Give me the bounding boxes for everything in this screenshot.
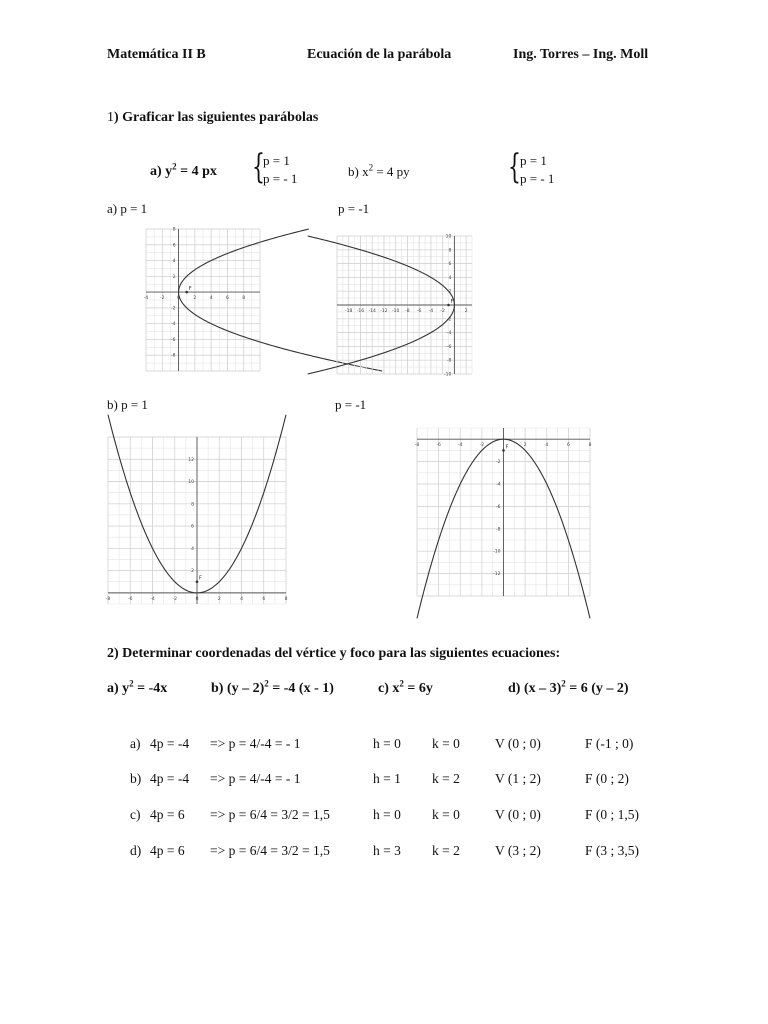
row-eq: 4p = -4 — [150, 736, 190, 751]
label-a-pm1: p = -1 — [338, 201, 370, 216]
x-tick-label: 6 — [566, 443, 570, 449]
eq-a-base: a) y — [150, 164, 173, 179]
x-tick-label: -4 — [143, 296, 149, 302]
focus-label: F — [188, 286, 192, 293]
row-v: V (1 ; 2) — [495, 771, 541, 786]
y-tick-label: 6 — [191, 524, 194, 530]
ex2-eq-b — [211, 678, 334, 697]
ex2-eq-d-exp: 2 — [561, 678, 566, 689]
header-topic: Ecuación de la parábola — [307, 47, 452, 62]
row-h: h = 0 — [373, 807, 401, 822]
row-k: k = 2 — [432, 843, 460, 858]
row-label: d) — [130, 843, 142, 858]
x-tick-label: 2 — [217, 596, 221, 602]
x-tick-label: -2 — [160, 296, 165, 302]
ex2-title: 2) Determinar coordenadas del vértice y foco para las siguientes ecuaciones: — [107, 646, 561, 661]
y-tick-label: -8 — [171, 353, 176, 359]
brace-b: { — [508, 147, 521, 187]
row-label: a) — [130, 736, 141, 751]
x-tick-label: -10 — [392, 309, 400, 314]
eq-a-exponent: 2 — [172, 161, 177, 172]
y-tick-label: 12 — [188, 457, 194, 463]
p-pos-b: p = 1 — [520, 153, 547, 168]
x-tick-label: 4 — [209, 296, 213, 302]
x-tick-label: -2 — [172, 596, 177, 602]
header-teachers: Ing. Torres – Ing. Moll — [513, 47, 649, 62]
focus-point — [502, 449, 505, 452]
y-tick-label: 10 — [188, 480, 194, 486]
row-p: => p = 6/4 = 3/2 = 1,5 — [210, 843, 330, 858]
ex2-eq-a-base: a) y — [107, 681, 130, 696]
y-tick-label: 10 — [445, 234, 452, 240]
y-tick-label: -6 — [446, 344, 452, 350]
y-tick-label: 4 — [191, 546, 194, 552]
ex2-eq-b-base: b) (y – 2) — [211, 681, 265, 696]
x-tick-label: -2 — [479, 443, 485, 449]
row-label: b) — [130, 771, 142, 786]
x-tick-label: 2 — [193, 296, 197, 302]
x-tick-label: 0 — [195, 596, 199, 602]
label-a-p1: a) p = 1 — [107, 201, 148, 216]
y-tick-label: 8 — [191, 502, 194, 508]
ex2-eq-c-rhs: = 6y — [403, 681, 433, 696]
x-tick-label: 6 — [262, 596, 266, 602]
x-tick-label: -14 — [368, 309, 376, 314]
ex1-number: 1 — [107, 110, 114, 125]
ex2-eq-a-rhs: = -4x — [133, 681, 168, 696]
x-tick-label: 2 — [523, 443, 527, 449]
focus-point — [196, 580, 199, 583]
row-eq: 4p = -4 — [150, 771, 190, 786]
x-tick-label: -6 — [436, 443, 441, 449]
ex2-eq-b-rhs: = -4 (x - 1) — [268, 681, 334, 696]
x-tick-label: 0 — [177, 296, 181, 302]
p-neg-b: p = - 1 — [520, 171, 555, 186]
label-b-pm1: p = -1 — [335, 397, 367, 412]
row-f: F (0 ; 1,5) — [585, 807, 639, 822]
y-tick-label: 2 — [448, 289, 452, 295]
x-tick-label: -4 — [428, 309, 434, 314]
y-tick-label: -2 — [446, 317, 452, 323]
eq-a-rhs: = 4 px — [176, 164, 217, 179]
y-tick-label: 8 — [172, 227, 176, 233]
graph-parabola-up — [105, 437, 288, 604]
ex2-eq-a — [107, 678, 168, 697]
x-tick-label: -12 — [380, 309, 388, 314]
graph-parabola-right — [143, 227, 260, 371]
ex2-eq-c-base: c) x — [378, 681, 400, 696]
row-v: V (0 ; 0) — [495, 736, 541, 751]
x-tick-label: 8 — [242, 296, 246, 302]
x-tick-label: 8 — [284, 596, 288, 602]
x-tick-label: 2 — [464, 309, 468, 314]
row-k: k = 0 — [432, 736, 460, 751]
p-neg-a: p = - 1 — [263, 171, 298, 186]
ex2-eq-c — [378, 678, 433, 697]
eq-b-rhs: = 4 py — [373, 164, 410, 179]
y-tick-label: -10 — [444, 372, 452, 378]
row-f: F (0 ; 2) — [585, 771, 629, 786]
eq-b-base: b) x — [348, 164, 369, 179]
focus-label: F — [199, 575, 202, 582]
eq-b-exponent: 2 — [368, 162, 374, 173]
x-tick-label: -8 — [405, 309, 410, 314]
ex1-equation-b — [348, 164, 410, 180]
y-tick-label: -8 — [446, 358, 452, 364]
y-tick-label: -4 — [171, 322, 176, 328]
y-tick-label: 6 — [448, 262, 452, 268]
row-p: => p = 6/4 = 3/2 = 1,5 — [210, 807, 330, 822]
graph-parabola-down — [414, 428, 592, 596]
y-tick-label: 2 — [172, 274, 176, 280]
y-tick-label: 2 — [191, 569, 194, 575]
y-tick-label: -6 — [171, 337, 176, 343]
row-v: V (3 ; 2) — [495, 843, 541, 858]
x-tick-label: -6 — [128, 596, 133, 602]
ex1-equation-a — [150, 161, 217, 180]
ex2-eq-c-exp: 2 — [399, 678, 404, 689]
x-tick-label: -16 — [356, 309, 365, 314]
row-k: k = 0 — [432, 807, 460, 822]
y-tick-label: -2 — [496, 460, 501, 466]
focus-point — [185, 291, 188, 294]
row-h: h = 0 — [373, 736, 401, 751]
label-b-p1: b) p = 1 — [107, 397, 148, 412]
x-tick-label: 6 — [225, 296, 229, 302]
ex2-eq-d-base: d) (x – 3) — [508, 681, 562, 696]
row-eq: 4p = 6 — [150, 843, 185, 858]
ex2-eq-a-exp: 2 — [129, 678, 134, 689]
row-v: V (0 ; 0) — [495, 807, 541, 822]
ex1-title-text: ) Graficar las siguientes parábolas — [114, 110, 319, 125]
ex1-title — [107, 110, 318, 126]
ex2-eq-b-exp: 2 — [264, 678, 269, 689]
graph-parabola-left — [337, 234, 472, 378]
y-tick-label: 4 — [448, 275, 452, 281]
x-tick-label: -18 — [345, 309, 353, 314]
y-tick-label: -12 — [493, 572, 501, 578]
p-pos-a: p = 1 — [263, 153, 290, 168]
y-tick-label: 6 — [172, 243, 176, 249]
focus-label: F — [505, 444, 509, 451]
ex2-eq-d — [508, 678, 629, 697]
focus-label: F — [450, 299, 454, 305]
y-tick-label: -4 — [496, 482, 501, 488]
x-tick-label: 4 — [240, 596, 243, 602]
x-tick-label: -2 — [440, 309, 445, 314]
x-tick-label: -4 — [150, 596, 155, 602]
x-tick-label: -4 — [458, 443, 463, 449]
ex2-eq-d-rhs: = 6 (y – 2) — [565, 681, 629, 696]
y-tick-label: 8 — [448, 248, 452, 254]
x-tick-label: 4 — [545, 443, 549, 449]
row-eq: 4p = 6 — [150, 807, 185, 822]
y-tick-label: -4 — [446, 331, 452, 337]
row-f: F (3 ; 3,5) — [585, 843, 639, 858]
row-h: h = 3 — [373, 843, 401, 858]
row-p: => p = 4/-4 = - 1 — [210, 771, 301, 786]
y-tick-label: -8 — [496, 527, 501, 533]
row-f: F (-1 ; 0) — [585, 736, 634, 751]
x-tick-label: -8 — [414, 443, 420, 449]
y-tick-label: -10 — [493, 549, 501, 555]
brace-a: { — [252, 147, 265, 187]
row-label: c) — [130, 807, 141, 822]
x-tick-label: 8 — [588, 443, 592, 449]
x-tick-label: -6 — [416, 309, 422, 314]
row-p: => p = 4/-4 = - 1 — [210, 736, 301, 751]
x-tick-label: -8 — [105, 596, 111, 602]
row-h: h = 1 — [373, 771, 401, 786]
y-tick-label: -2 — [171, 306, 176, 312]
focus-point — [447, 304, 450, 307]
row-k: k = 2 — [432, 771, 460, 786]
y-tick-label: 4 — [172, 259, 176, 265]
header-course: Matemática II B — [107, 47, 206, 62]
y-tick-label: -6 — [496, 504, 501, 510]
